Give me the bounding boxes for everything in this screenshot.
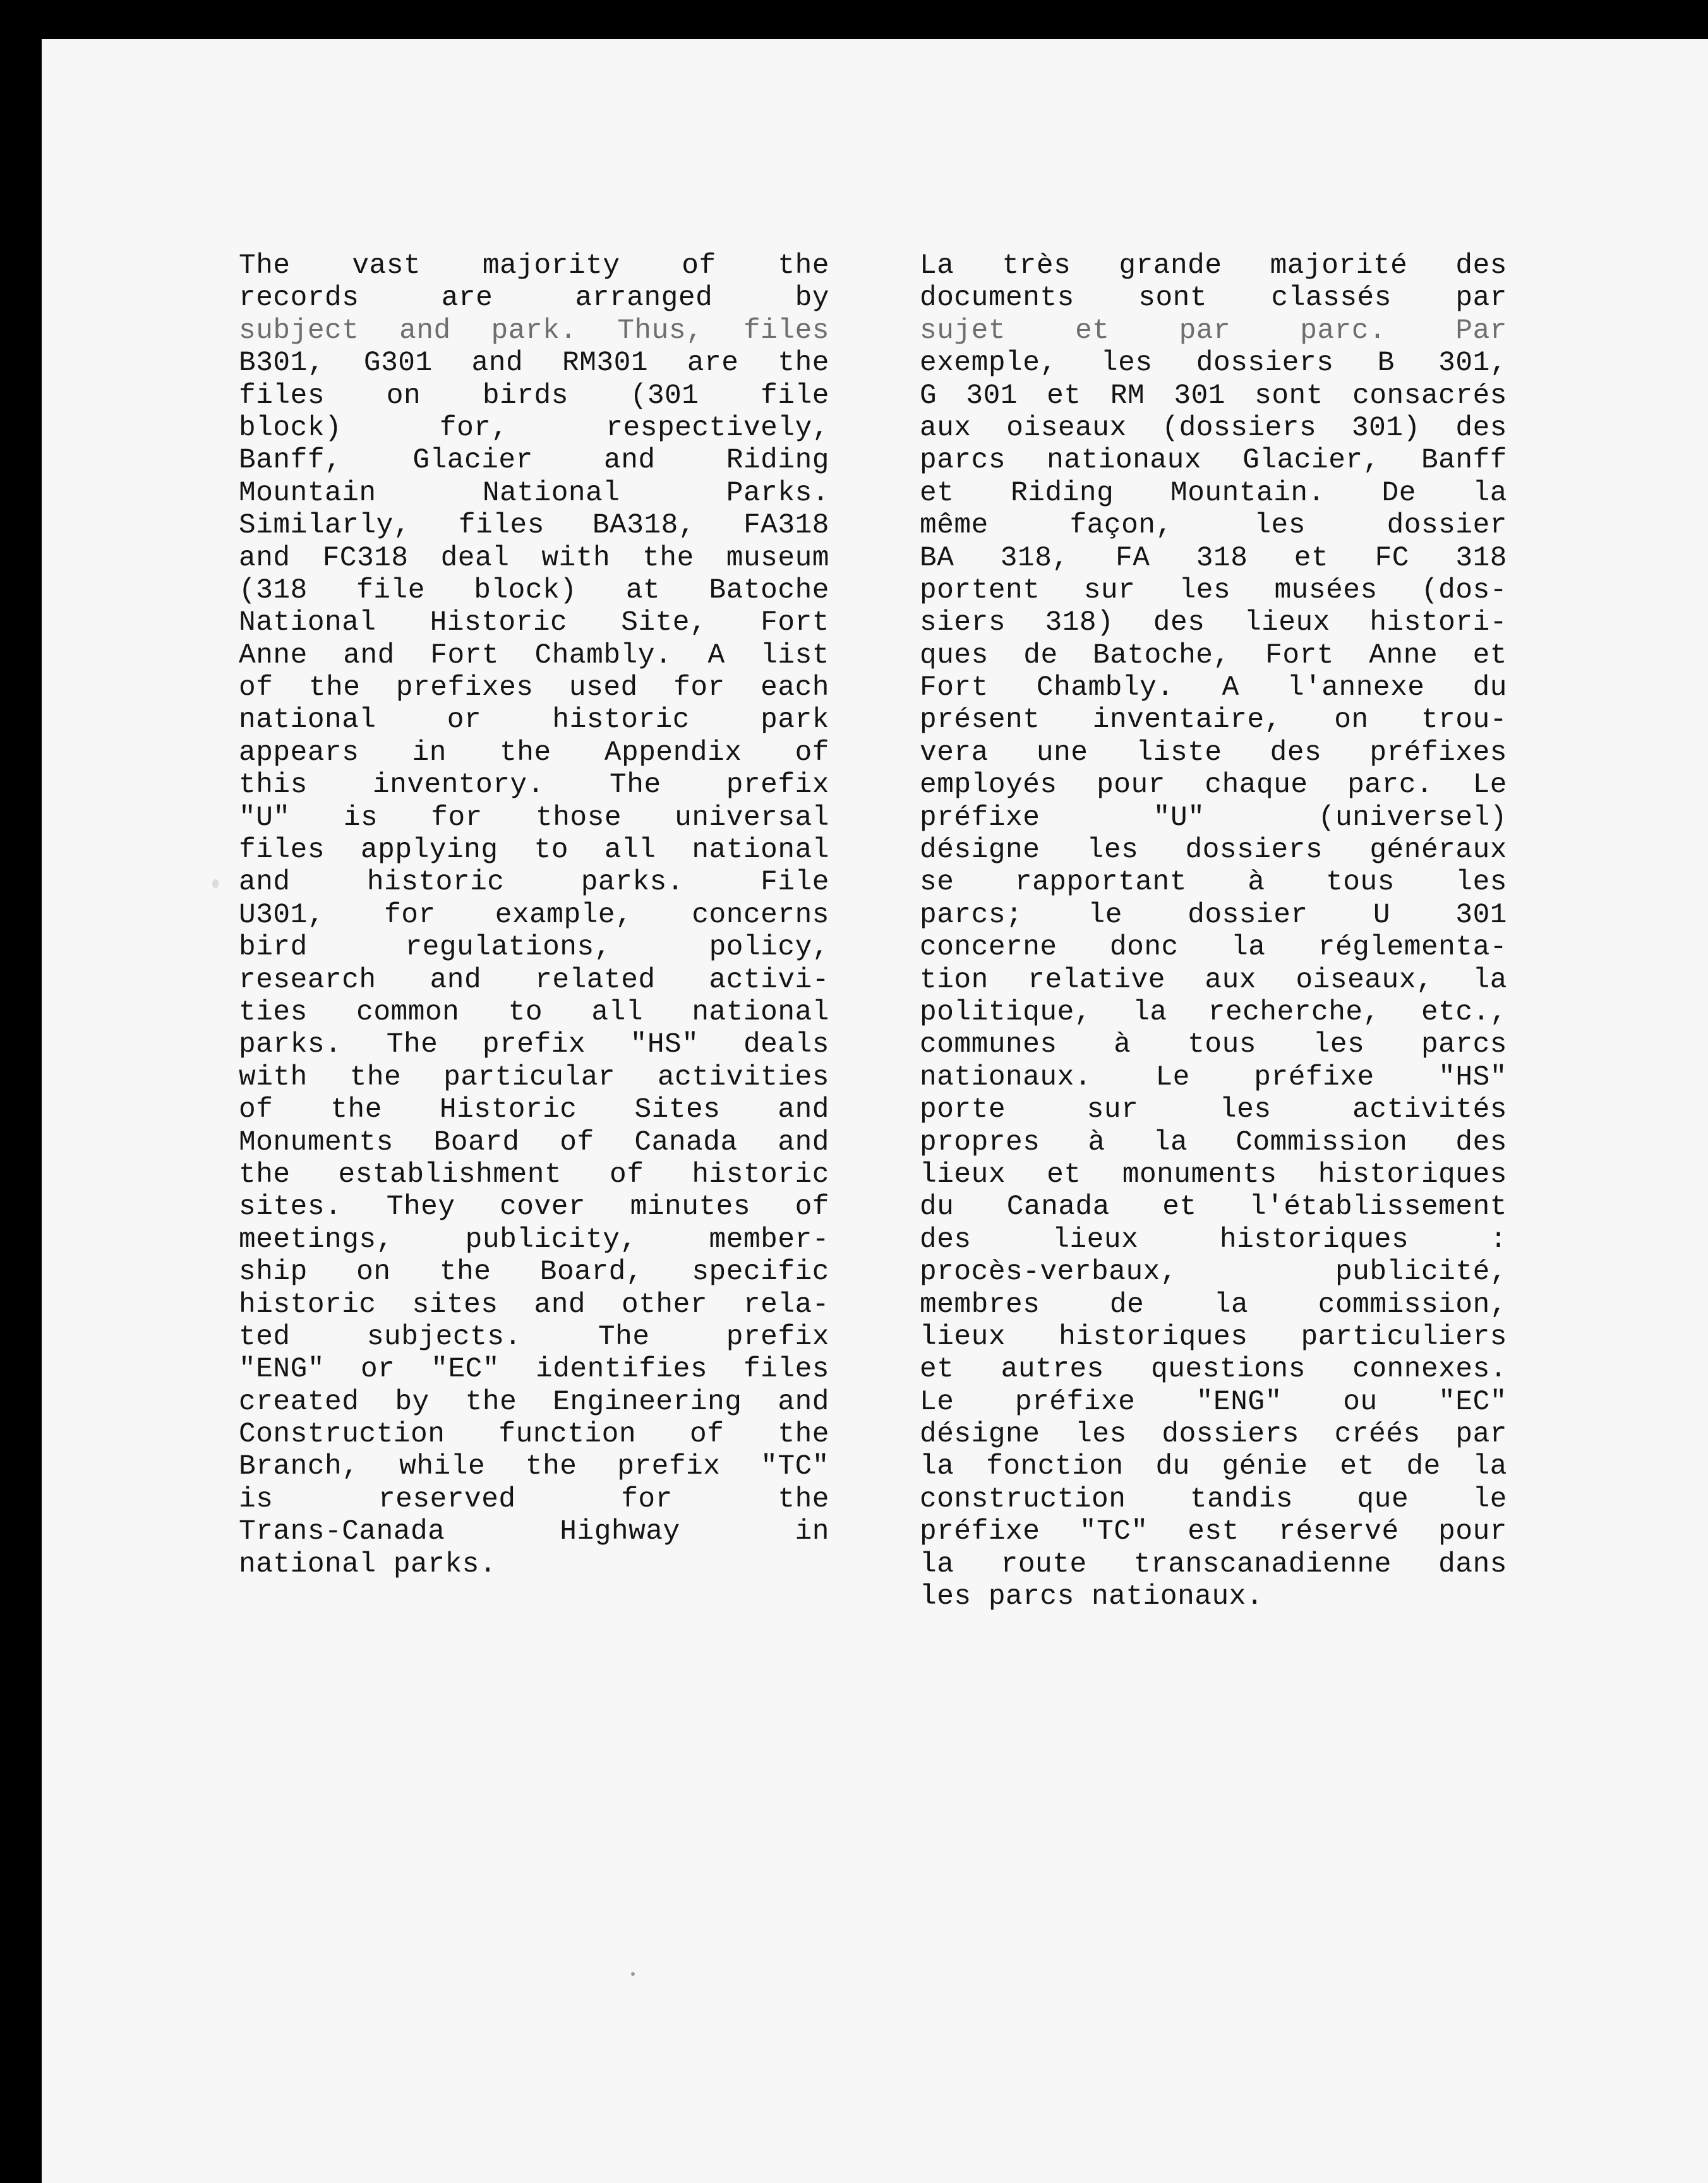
- english-text-line: Banff, Glacier and Riding: [239, 445, 829, 477]
- english-text-line: ties common to all national: [239, 996, 829, 1028]
- english-text-line: this inventory. The prefix: [239, 769, 829, 802]
- french-text-line: et Riding Mountain. De la: [920, 477, 1507, 509]
- english-text-line: of the Historic Sites and: [239, 1094, 829, 1126]
- french-text-line: vera une liste des préfixes: [920, 737, 1507, 769]
- french-text-line: communes à tous les parcs: [920, 1029, 1507, 1061]
- french-text-line: parcs; le dossier U 301: [920, 899, 1507, 931]
- french-text-line: BA 318, FA 318 et FC 318: [920, 542, 1507, 574]
- french-text-line: lieux et monuments historiques: [920, 1158, 1507, 1191]
- english-text-line: National Historic Site, Fort: [239, 607, 829, 639]
- french-text-line: siers 318) des lieux histori-: [920, 607, 1507, 639]
- english-text-line: Trans-Canada Highway in: [239, 1516, 829, 1548]
- english-text-line: the establishment of historic: [239, 1158, 829, 1191]
- english-text-line: created by the Engineering and: [239, 1386, 829, 1418]
- french-text-line: la fonction du génie et de la: [920, 1451, 1507, 1483]
- english-text-line: "ENG" or "EC" identifies files: [239, 1354, 829, 1386]
- english-text-line: Monuments Board of Canada and: [239, 1126, 829, 1158]
- french-text-line: les parcs nationaux.: [920, 1581, 1264, 1613]
- french-text-line: propres à la Commission des: [920, 1126, 1507, 1158]
- french-text-line: et autres questions connexes.: [920, 1354, 1507, 1386]
- french-text-line: ques de Batoche, Fort Anne et: [920, 639, 1507, 671]
- french-text-line: des lieux historiques :: [920, 1224, 1507, 1256]
- english-text-line: research and related activi-: [239, 964, 829, 996]
- french-text-line: procès-verbaux, publicité,: [920, 1256, 1507, 1289]
- french-text-line: tion relative aux oiseaux, la: [920, 964, 1507, 996]
- french-text-line: nationaux. Le préfixe "HS": [920, 1061, 1507, 1093]
- french-text-line: Le préfixe "ENG" ou "EC": [920, 1386, 1507, 1418]
- french-text-line: désigne les dossiers créés par: [920, 1419, 1507, 1451]
- english-text-line: Mountain National Parks.: [239, 477, 829, 509]
- english-text-line: ship on the Board, specific: [239, 1256, 829, 1289]
- english-text-line: national or historic park: [239, 704, 829, 737]
- english-text-column: [239, 250, 829, 1581]
- french-text-line: La très grande majorité des: [920, 250, 1507, 282]
- english-text-line: Construction function of the: [239, 1419, 829, 1451]
- english-text-line: parks. The prefix "HS" deals: [239, 1029, 829, 1061]
- english-text-line: Anne and Fort Chambly. A list: [239, 639, 829, 671]
- english-text-line: Similarly, files BA318, FA318: [239, 510, 829, 542]
- french-text-line: se rapportant à tous les: [920, 867, 1507, 899]
- french-text-line: la route transcanadienne dans: [920, 1548, 1507, 1580]
- english-text-line: files applying to all national: [239, 834, 829, 867]
- french-text-line: concerne donc la réglementa-: [920, 932, 1507, 964]
- french-text-column: [920, 250, 1507, 1613]
- english-text-line: ted subjects. The prefix: [239, 1321, 829, 1353]
- english-text-line: appears in the Appendix of: [239, 737, 829, 769]
- french-text-line: du Canada et l'établissement: [920, 1191, 1507, 1224]
- english-text-line: and FC318 deal with the museum: [239, 542, 829, 574]
- english-text-line: with the particular activities: [239, 1061, 829, 1093]
- french-text-line: présent inventaire, on trou-: [920, 704, 1507, 737]
- english-text-line: "U" is for those universal: [239, 802, 829, 834]
- english-text-line: is reserved for the: [239, 1483, 829, 1515]
- french-text-line: portent sur les musées (dos-: [920, 574, 1507, 606]
- french-text-line: documents sont classés par: [920, 282, 1507, 315]
- french-text-line: lieux historiques particuliers: [920, 1321, 1507, 1353]
- english-text-line: and historic parks. File: [239, 867, 829, 899]
- french-text-line: porte sur les activités: [920, 1094, 1507, 1126]
- english-text-line: sites. They cover minutes of: [239, 1191, 829, 1224]
- french-text-line: même façon, les dossier: [920, 510, 1507, 542]
- english-text-line: meetings, publicity, member-: [239, 1224, 829, 1256]
- scan-speck: [212, 879, 219, 888]
- french-text-line: sujet et par parc. Par: [920, 315, 1507, 347]
- french-text-line: parcs nationaux Glacier, Banff: [920, 445, 1507, 477]
- french-text-line: membres de la commission,: [920, 1289, 1507, 1321]
- french-text-line: Fort Chambly. A l'annexe du: [920, 672, 1507, 704]
- english-text-line: block) for, respectively,: [239, 412, 829, 444]
- english-text-line: (318 file block) at Batoche: [239, 574, 829, 606]
- english-text-line: Branch, while the prefix "TC": [239, 1451, 829, 1483]
- french-text-line: préfixe "TC" est réservé pour: [920, 1516, 1507, 1548]
- english-text-line: The vast majority of the: [239, 250, 829, 282]
- french-text-line: construction tandis que le: [920, 1483, 1507, 1515]
- english-text-line: of the prefixes used for each: [239, 672, 829, 704]
- french-text-line: exemple, les dossiers B 301,: [920, 347, 1507, 380]
- english-text-line: bird regulations, policy,: [239, 932, 829, 964]
- english-text-line: B301, G301 and RM301 are the: [239, 347, 829, 380]
- french-text-line: aux oiseaux (dossiers 301) des: [920, 412, 1507, 444]
- english-text-line: U301, for example, concerns: [239, 899, 829, 931]
- french-text-line: désigne les dossiers généraux: [920, 834, 1507, 867]
- english-text-line: historic sites and other rela-: [239, 1289, 829, 1321]
- french-text-line: politique, la recherche, etc.,: [920, 996, 1507, 1028]
- french-text-line: G 301 et RM 301 sont consacrés: [920, 380, 1507, 412]
- scan-speck: [631, 1972, 635, 1976]
- english-text-line: national parks.: [239, 1548, 497, 1580]
- document-page: [42, 39, 1708, 2183]
- french-text-line: employés pour chaque parc. Le: [920, 769, 1507, 802]
- english-text-line: subject and park. Thus, files: [239, 315, 829, 347]
- french-text-line: préfixe "U" (universel): [920, 802, 1507, 834]
- english-text-line: files on birds (301 file: [239, 380, 829, 412]
- english-text-line: records are arranged by: [239, 282, 829, 315]
